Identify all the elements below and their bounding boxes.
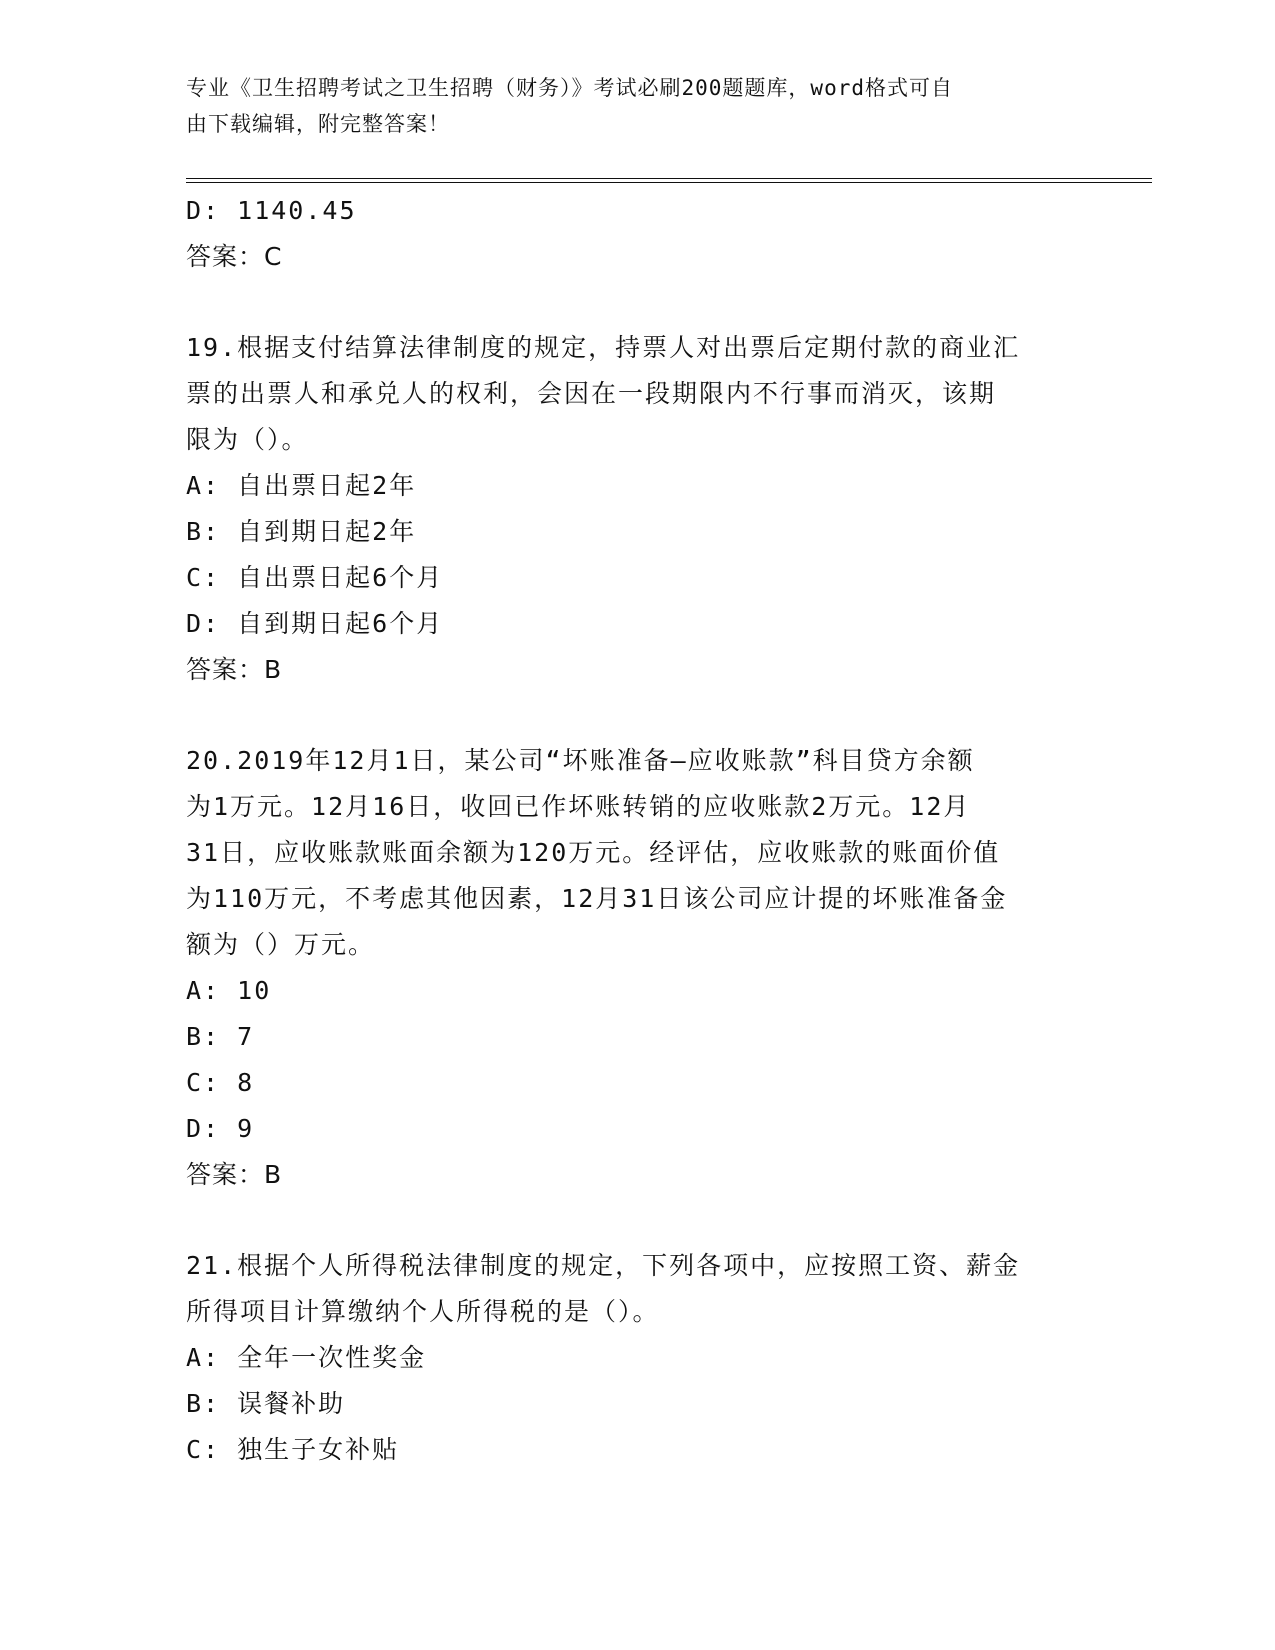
- answer: 答案：C: [186, 242, 283, 271]
- question-text-line: 票的出票人和承兑人的权利，会因在一段期限内不行事而消灭，该期: [186, 379, 997, 408]
- question-text-line: 为1万元。12月16日，收回已作坏账转销的应收账款2万元。12月: [186, 792, 971, 821]
- question-text-line: 额为（）万元。: [186, 930, 376, 959]
- header-rule-top: [186, 178, 1152, 179]
- answer: 答案：B: [186, 655, 283, 684]
- answer: 答案：B: [186, 1160, 283, 1189]
- option-d: D: 9: [186, 1114, 255, 1143]
- question-20: [186, 738, 1086, 1198]
- question-text-line: 21.根据个人所得税法律制度的规定，下列各项中，应按照工资、薪金: [186, 1251, 1021, 1280]
- header-line-2: 由下载编辑，附完整答案！: [186, 112, 450, 136]
- option-d: D: 1140.45: [186, 196, 357, 225]
- question-19: [186, 325, 1086, 693]
- document-body: [186, 188, 1086, 1473]
- question-text-line: 所得项目计算缴纳个人所得税的是（）。: [186, 1297, 660, 1326]
- page-header: [186, 70, 1066, 142]
- option-c: C: 8: [186, 1068, 255, 1097]
- option-c: C: 独生子女补贴: [186, 1435, 400, 1464]
- option-b: B: 7: [186, 1022, 255, 1051]
- header-line-1: 专业《卫生招聘考试之卫生招聘（财务）》考试必刷200题题库，word格式可自: [186, 76, 953, 100]
- question-text-line: 31日，应收账款账面余额为120万元。经评估，应收账款的账面价值: [186, 838, 1001, 867]
- option-a: A: 全年一次性奖金: [186, 1343, 427, 1372]
- option-a: A: 10: [186, 976, 272, 1005]
- option-b: B: 自到期日起2年: [186, 517, 417, 546]
- question-text-line: 19.根据支付结算法律制度的规定，持票人对出票后定期付款的商业汇: [186, 333, 1021, 362]
- option-b: B: 误餐补助: [186, 1389, 346, 1418]
- option-c: C: 自出票日起6个月: [186, 563, 444, 592]
- option-a: A: 自出票日起2年: [186, 471, 417, 500]
- header-rule-bottom: [186, 182, 1152, 183]
- question-21: [186, 1243, 1086, 1473]
- option-d: D: 自到期日起6个月: [186, 609, 444, 638]
- question-text-line: 20.2019年12月1日，某公司“坏账准备—应收账款”科目贷方余额: [186, 746, 975, 775]
- question-text-line: 为110万元，不考虑其他因素，12月31日该公司应计提的坏账准备金: [186, 884, 1008, 913]
- question-text-line: 限为（）。: [186, 425, 309, 454]
